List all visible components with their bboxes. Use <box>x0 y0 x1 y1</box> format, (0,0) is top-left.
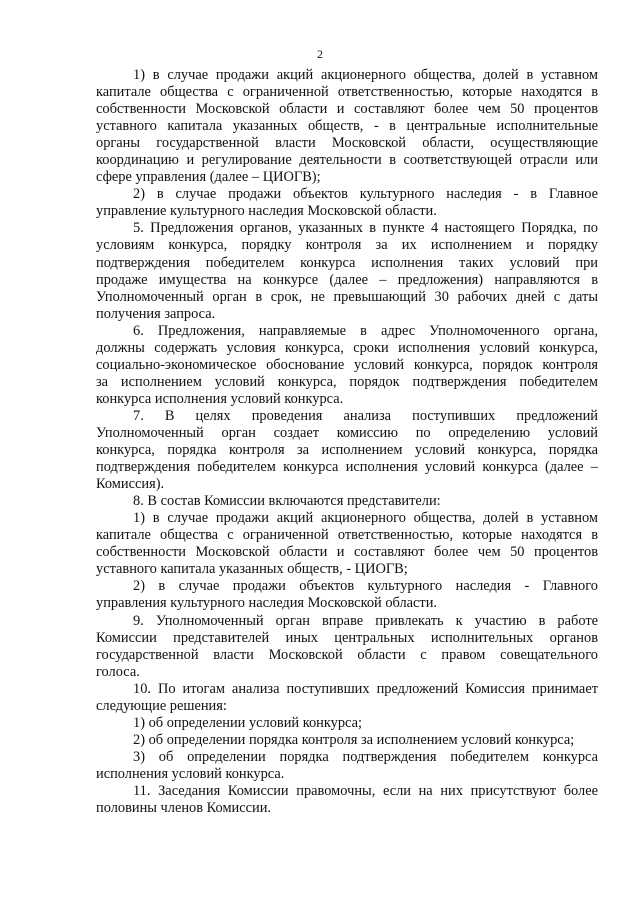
text-line: получения запроса. <box>96 305 216 322</box>
text-line: собственности Московской области и составляют более чем 50 процентов <box>96 101 598 118</box>
text-line: продаже имущества на конкурсе (далее – предложения) направляются в <box>96 271 598 288</box>
text-line: сфере управления (далее – ЦИОГВ); <box>96 169 321 186</box>
text-line: конкурса исполнения условий конкурса. <box>96 390 344 407</box>
text-line: собственности Московской области и составляют более чем 50 процентов <box>96 544 598 561</box>
text-line: голоса. <box>96 663 140 680</box>
text-line: уставного капитала указанных обществ, - в центральные исполнительные <box>96 118 598 135</box>
text-line: 6. Предложения, направляемые в адрес Уполномоченного органа, <box>133 322 598 339</box>
page-number: 2 <box>317 47 323 61</box>
text-line: 2) в случае продажи объектов культурного наследия - в Главное <box>133 186 598 203</box>
text-line: исполнения условий конкурса. <box>96 765 285 782</box>
text-line: конкурса, порядка контроля за исполнением условий конкурса, порядка <box>96 442 598 459</box>
paragraph <box>96 749 598 783</box>
paragraph <box>96 323 598 408</box>
text-line: социально-экономическое обоснование условий конкурса, порядок контроля <box>96 356 598 373</box>
text-line: 5. Предложения органов, указанных в пункте 4 настоящего Порядка, по <box>133 220 598 237</box>
paragraph <box>96 783 598 817</box>
text-line: 2) об определении порядка контроля за исполнением условий конкурса; <box>133 731 575 748</box>
text-line: 2) в случае продажи объектов культурного наследия - Главного <box>133 578 598 595</box>
text-line: 8. В состав Комиссии включаются представители: <box>133 493 441 510</box>
text-line: государственной власти Московской области с правом совещательного <box>96 646 598 663</box>
text-line: органы государственной власти Московской области, осуществляющие <box>96 135 598 152</box>
paragraph <box>96 715 598 732</box>
text-line: следующие решения: <box>96 697 227 714</box>
text-line: 7. В целях проведения анализа поступивших предложений <box>133 407 598 424</box>
text-line: управление культурного наследия Московской области. <box>96 203 437 220</box>
paragraph <box>96 67 598 186</box>
paragraph <box>96 510 598 578</box>
text-line: Уполномоченный орган в срок, не превышающий 30 рабочих дней с даты <box>96 288 598 305</box>
paragraph <box>96 681 598 715</box>
text-line: условиям конкурса, порядку контроля за их исполнением и порядку <box>96 237 598 254</box>
text-line: 11. Заседания Комиссии правомочны, если на них присутствуют более <box>133 782 598 799</box>
text-line: 1) в случае продажи акций акционерного общества, долей в уставном <box>133 510 598 527</box>
text-line: за исполнением условий конкурса, порядок подтверждения победителем <box>96 373 598 390</box>
paragraph <box>96 732 598 749</box>
text-line: Уполномоченный орган создает комиссию по определению условий <box>96 424 598 441</box>
text-line: Комиссия). <box>96 476 165 493</box>
paragraph <box>96 220 598 322</box>
text-line: Комиссии представителей иных центральных исполнительных органов <box>96 629 598 646</box>
text-line: 1) в случае продажи акций акционерного общества, долей в уставном <box>133 67 598 83</box>
paragraph <box>96 578 598 612</box>
text-line: подтверждения победителем конкурса исполнения таких условий при <box>96 254 598 271</box>
text-line: капитале общества с ограниченной ответственностью, которые находятся в <box>96 84 598 101</box>
text-line: уставного капитала указанных обществ, - ЦИОГВ; <box>96 561 408 578</box>
paragraph <box>96 408 598 493</box>
text-line: подтверждения победителем конкурса исполнения условий конкурса (далее – <box>96 459 598 476</box>
paragraph <box>96 613 598 681</box>
text-line: координацию и регулирование деятельности в соответствующей отрасли или <box>96 152 598 169</box>
text-line: 1) об определении условий конкурса; <box>133 714 363 731</box>
text-line: капитале общества с ограниченной ответственностью, которые находятся в <box>96 527 598 544</box>
text-line: должны содержать условия конкурса, сроки исполнения условий конкурса, <box>96 339 598 356</box>
document-body <box>96 67 598 817</box>
paragraph <box>96 493 598 510</box>
text-line: 9. Уполномоченный орган вправе привлекать к участию в работе <box>133 612 598 629</box>
text-line: 3) об определении порядка подтверждения победителем конкурса <box>133 748 598 765</box>
text-line: половины членов Комиссии. <box>96 800 272 817</box>
paragraph <box>96 186 598 220</box>
text-line: управления культурного наследия Московской области. <box>96 595 438 612</box>
text-line: 10. По итогам анализа поступивших предложений Комиссия принимает <box>133 680 598 697</box>
